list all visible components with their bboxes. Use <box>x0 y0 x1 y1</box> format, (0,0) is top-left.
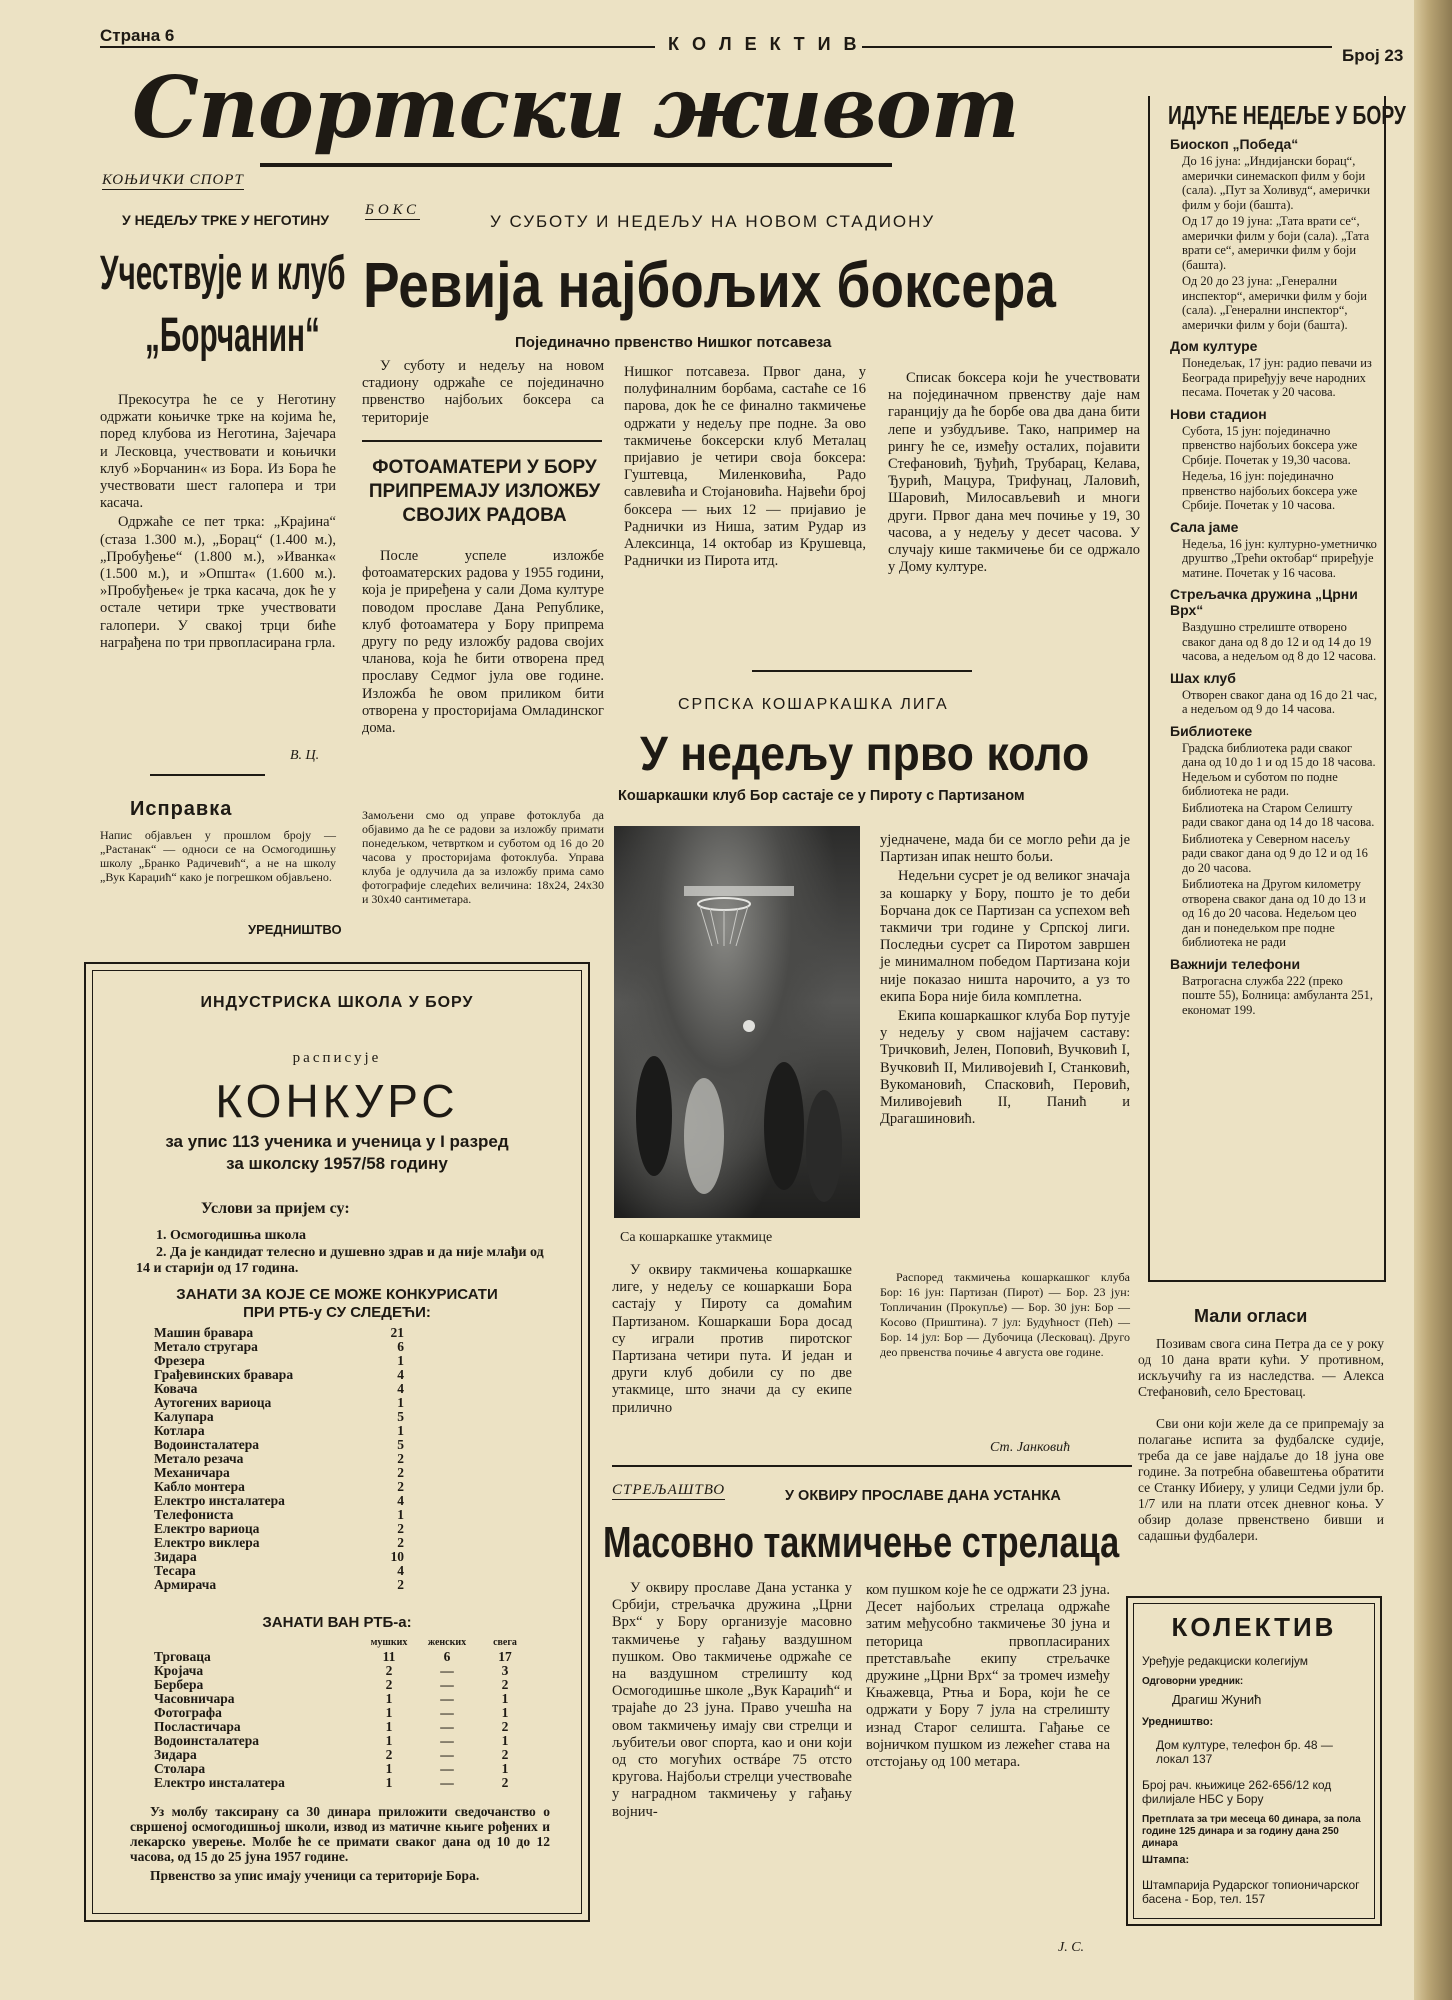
table-row: Бербера 2 — 2 <box>154 1677 509 1692</box>
outside-title: ЗАНАТИ ВАН РТБ-а: <box>262 1614 412 1631</box>
masthead-title: КОЛЕКТИВ <box>1171 1612 1337 1642</box>
sidebar-entry: Недеља, 16 јун: појединачно првенство најбољих боксера уже Србије. Почетак у 10 часова. <box>1182 469 1358 512</box>
list-item: Грађевинских бравара 4 <box>154 1367 404 1382</box>
boxing-end-rule <box>752 670 972 672</box>
masthead-print-label: Штампа: <box>1142 1854 1190 1866</box>
boxing-col2: Нишког потсавеза. Првог дана, у полуфиналним борбама, састаће се 16 парова, док ће се финално такмичење одржати у недељу пре подне. За ово такмичење боксерски клуб Металац пријавио је четири своја боксера: Гуштевца, Миленковића, Радо савлевића и Стојановића. Највећи број боксера — њих 12 — пријавио је Раднички из Ниша, затим Рудар из Алексинца, 14 октобар из Крушевца, Раднички из Пирота итд. <box>624 364 866 570</box>
list-item: Електро вариоца 2 <box>154 1521 404 1536</box>
basketball-subhead: Кошаркашки клуб Бор састаје се у Пироту с Партизаном <box>618 788 1025 804</box>
shooting-col2: ком пушком које ће се одржати 23 јуна. Десет најбољих стрелаца одржаће затим међусобно такмичење 30 јуна и петорица првопласираних претстављаће екипу стрељачке дружине „Црни Врх“ за тромеч између Књажевца, Ртња и Бора, који ће се одржати у Бору 7 јула на стрелишту изнад Старог селишта. Гађање се војничком пушком из лежећег става на отстојању од 100 метара. <box>866 1582 1110 1771</box>
masthead-office-text: Дом културе, телефон бр. 48 — локал 137 <box>1156 1738 1333 1766</box>
classifieds-ad-1: Позивам свога сина Петра да се у року од 10 дана врати кући. У противном, искључићу га из наследства. — Алекса Стефановић, село Брестовац. <box>1138 1336 1384 1399</box>
sidebar-section <box>1170 519 1378 581</box>
masthead-edited-by: Уређује редакциски колегијум <box>1142 1654 1308 1668</box>
school-ad-box <box>84 962 590 1922</box>
basketball-schedule: Распоред такмичења кошаркашког клуба Бор: 16 јун: Партизан (Пирот) — Бор. 23 јун: Топличанин (Прокупље) — Бор. 30 јун: Бор — Косово (Приштина). 7 јул: Будућност (Пећ) — Бор. 14 јул: Бор — Дубочица (Лесковац). Друго део првенства почиње 4 августа ове године. <box>880 1270 1130 1359</box>
sidebar-section-title: Стрељачка дружина „Црни Врх“ <box>1170 586 1358 618</box>
sidebar-entry: До 16 јуна: „Индијански борац“, амерички синемаскоп филм у боји (сала). „Пут за Холивуд“, амерички филм у боји (башта). <box>1182 154 1371 212</box>
table-row: Кројача 2 — 3 <box>154 1663 509 1678</box>
rtb-title-1: ЗАНАТИ ЗА КОЈЕ СЕ МОЖЕ КОНКУРИСАТИ <box>176 1286 498 1303</box>
horse-headline-1: Учествује и клуб <box>100 247 346 300</box>
table-row: Водоинсталатера 1 — 1 <box>154 1733 509 1748</box>
correction-title: Исправка <box>130 798 233 820</box>
sidebar-section-title: Дом културе <box>1170 338 1258 354</box>
masthead-office-label: Уредништво: <box>1142 1716 1214 1728</box>
masthead-print-text: Штампарија Рударског топионичарског басена - Бор, тел. 157 <box>1142 1878 1360 1906</box>
basketball-paragraph: уједначене, мада би се могло рећи да је Партизан ипак нешто бољи. <box>880 832 1130 866</box>
basketball-hoop-icon <box>614 826 860 1218</box>
page-number: Страна 6 <box>100 26 175 45</box>
list-item: Армирача 2 <box>154 1577 404 1592</box>
rtb-title-2: ПРИ РТБ-у СУ СЛЕДЕЋИ: <box>243 1304 431 1321</box>
horse-headline-2: „Борчанин“ <box>145 309 320 362</box>
boxing-kicker: БОКС <box>365 202 420 218</box>
masthead-responsible-label: Одговорни уредник: <box>1142 1676 1244 1687</box>
horse-text <box>100 392 336 654</box>
sidebar-section <box>1170 338 1378 400</box>
list-item: Метало стругара 6 <box>154 1339 404 1354</box>
table-row: Столара 1 — 1 <box>154 1761 509 1776</box>
sidebar-entry: Библиотека на Старом Селишту ради сваког дана од 14 до 18 часова. <box>1182 800 1375 829</box>
table-row: Посластичара 1 — 2 <box>154 1719 509 1734</box>
sidebar-section-title: Биоскоп „Победа“ <box>1170 136 1299 152</box>
table-row: Електро инсталатера 1 — 2 <box>154 1775 509 1790</box>
conditions-title: Услови за пријем су: <box>201 1200 350 1217</box>
basketball-photo <box>614 826 860 1218</box>
list-item: Котлара 1 <box>154 1423 404 1438</box>
masthead-account: Број рач. књижице 262-656/12 код филијале НБС у Бору <box>1142 1778 1332 1806</box>
paper-name: К О Л Е К Т И В <box>660 34 869 55</box>
masthead-subscription: Претплата за три месеца 60 динара, за пола године 125 динара и за годину дана 250 динара <box>1142 1814 1361 1849</box>
sidebar-section-title: Нови стадион <box>1170 405 1267 422</box>
sidebar-section <box>1170 136 1378 332</box>
basketball-left-text: У оквиру такмичења кошаркашке лиге, у недељу се кошаркаши Бора састају у Пироту са домаћим Партизаном. Кошаркаши Бора досад су играли против пиротског Партизана четири пута. И један и други клуб добили су по две утакмице, што значи да су екипе прилично <box>612 1262 852 1416</box>
school-footer-1: Уз молбу таксирану са 30 динара приложити сведочанство о свршеној осмогодишњој школи, извод из матичне књиге рођених и лекарско уверење. Молбе ће се примати сваког дана од 10 до 12 часова, од 15 до 25 јуна 1957 године. <box>130 1804 550 1864</box>
list-item: Зидара 10 <box>154 1549 404 1564</box>
sidebar-entry: Ваздушно стрелиште отворено сваког дана од 8 до 12 и од 14 до 19 часова, а недељом од 8 до 12 часова. <box>1182 620 1377 663</box>
masthead-responsible-name: Драгиш Жунић <box>1172 1692 1262 1707</box>
title-underline <box>260 163 892 167</box>
boxing-headline: Ревија најбољих боксера <box>363 249 1056 321</box>
horse-subhead: У НЕДЕЉУ ТРКЕ У НЕГОТИНУ <box>122 212 330 228</box>
sidebar-section-title: Важнији телефони <box>1170 955 1301 972</box>
list-item: Електро инсталатера 4 <box>154 1493 404 1508</box>
header-rule-right <box>862 46 1332 48</box>
correction-signature: УРЕДНИШТВО <box>248 922 342 937</box>
list-item: Водоинсталатера 5 <box>154 1437 404 1452</box>
basketball-signature: Ст. Јанковић <box>990 1440 1071 1455</box>
sidebar-entry: Субота, 15 јун: појединачно првенство најбољих боксера уже Србије. Почетак у 19,30 часова. <box>1182 423 1358 467</box>
photo-club-note: Замољени смо од управе фотоклуба да објавимо да ће се радови за изложбу примати понедељком, четвртком и суботом од 16 до 20 часова у просторијама фотоклуба. Управа клуба је одлучила да за изложбу прима само фотографије следећих величина: 18х24, 24х30 и 30х40 сантиметара. <box>362 808 604 906</box>
sidebar-entry: Библиотека у Северном насељу ради сваког дана од 9 до 12 и од 16 до 20 часова. <box>1182 831 1368 875</box>
horse-paragraph: Прекосутра ће се у Неготину одржати коњичке трке на којима ће, поред клубова из Неготина, Зајечара и Лесковца, учествовати и коњички клуб »Борчанин« из Бора. Из Бора ће учествовати шест галопера и три касача. <box>100 392 336 512</box>
sidebar-section <box>1170 956 1378 1018</box>
horse-paragraph: Одржаће се пет трка: „Крајина“ (стаза 1.300 м.), „Борац“ (1.400 м.), „Пробуђење“ (1.800 м.), »Иванка« (1.500 м.), и »Општа« (1.600 м.). »Пробуђење« је трка касача, док ће у остале четири трке учествовати галопери. У свакој трци биће награђена по три првопласирана грла. <box>100 514 336 651</box>
boxing-subhead: Појединачно првенство Нишког потсавеза <box>515 334 832 351</box>
sidebar-section <box>1170 723 1378 950</box>
sidebar-section <box>1170 670 1378 717</box>
masthead-box <box>1126 1596 1382 1926</box>
list-item: Ковача 4 <box>154 1381 404 1396</box>
sidebar-section-title: Библиотеке <box>1170 722 1253 739</box>
next-week-content <box>1170 134 1378 1023</box>
list-item: Машин бравара 21 <box>154 1325 404 1340</box>
photo-club-headline: ФОТОАМАТЕРИ У БОРУ ПРИПРЕМАЈУ ИЗЛОЖБУ СВОЈИХ РАДОВА <box>368 457 601 526</box>
sidebar-entry: Од 20 до 23 јуна: „Генерални инспектор“, амерички филм у боји (сала). „Генерални инспектор“, амерички филм у боји (башта). <box>1182 274 1367 332</box>
shooting-signature: Ј. С. <box>1058 1940 1085 1955</box>
outside-table <box>154 1636 534 1790</box>
shooting-col1: У оквиру прославе Дана устанка у Србији, стрељачка дружина „Црни Врх“ у Бору организује масовно такмичење у гађању ваздушном пушком. Ово такмичење одржаће се на ваздушном стрелишту код Осмогодишње школе „Вук Караџић“ и трајаће до 23 јуна. Право учешћа на овом такмичењу имају сви стрелци и љубитељи овог спорта, као и они који од сто могућих оствáре 75 отсто кругова. Најбољи стрелци учествоваће у наградном такмичењу у гађању војнич- <box>612 1580 852 1820</box>
boxing-col3: Списак боксера који ће учествовати на појединачном првенству даје нам гаранцију да ће борбе ова два дана бити лепе и узбудљиве. Тако, например на рингу ће се, између осталих, појавити Стефановић, Ђуђић, Трубарац, Келава, Ђурић, Мацура, Трифунац, Лаловић, Шаровић, Милосављевић и многи други. Првог дана меч почиње у 19, 30 часова, а у недељу у десет часова. У случају кише такмичење би се одржало у Дому културе. <box>888 370 1140 576</box>
list-item: Метало резача 2 <box>154 1451 404 1466</box>
issue-number: Број 23 <box>1342 46 1404 65</box>
table-row: Зидара 2 — 2 <box>154 1747 509 1762</box>
list-item: Електро виклера 2 <box>154 1535 404 1550</box>
boxing-rule <box>362 440 602 442</box>
sidebar-entry: Градска библиотека ради сваког дана од 10 до 1 и од 15 до 18 часова. Недељом и суботом по подне библиотека не ради. <box>1182 740 1376 798</box>
basketball-right-text <box>880 832 1130 1130</box>
sidebar-entry: Отворен сваког дана од 16 до 21 час, а недељом од 9 до 14 часова. <box>1182 687 1378 716</box>
school-title: КОНКУРС <box>215 1075 459 1127</box>
school-name: ИНДУСТРИСКА ШКОЛА У БОРУ <box>200 994 474 1011</box>
horse-kicker: КОЊИЧКИ СПОРТ <box>102 172 244 188</box>
list-item: Тесара 4 <box>154 1563 404 1578</box>
list-item: Телефониста 1 <box>154 1507 404 1522</box>
list-item: Кабло монтера 2 <box>154 1479 404 1494</box>
sidebar-entry: Од 17 до 19 јуна: „Тата врати се“, амерички филм у боји (сала). „Тата врати се“, амерички филм у боји (башта). <box>1182 214 1370 272</box>
classifieds-title: Мали огласи <box>1194 1306 1308 1326</box>
list-item: Аутогених вариоца 1 <box>154 1395 404 1410</box>
table-row: Фотографа 1 — 1 <box>154 1705 509 1720</box>
sidebar-section-title: Шах клуб <box>1170 669 1236 686</box>
boxing-overline: У СУБОТУ И НЕДЕЉУ НА НОВОМ СТАДИОНУ <box>490 212 936 231</box>
horse-rule <box>150 774 265 776</box>
sidebar-entry: Ватрогасна служба 222 (преко поште 55), Болница: амбуланта 251, економат 199. <box>1182 973 1374 1017</box>
school-footer-2: Првенство за упис имају ученици са територије Бора. <box>150 1868 480 1883</box>
list-item: Механичара 2 <box>154 1465 404 1480</box>
basketball-overline: СРПСКА КОШАРКАШКА ЛИГА <box>678 696 949 713</box>
list-item: Калупара 5 <box>154 1409 404 1424</box>
school-announces: расписује <box>292 1050 382 1066</box>
shooting-headline: Масовно такмичење стрелаца <box>603 1518 1120 1567</box>
school-subtitle-2: за школску 1957/58 годину <box>226 1154 448 1173</box>
condition-1: 1. Осмогодишња школа <box>156 1228 307 1243</box>
shooting-kicker: СТРЕЉАШТВО <box>612 1482 726 1498</box>
basketball-paragraph: Екипа кошаркашког клуба Бор путује у недељу у свом најјачем саставу: Тричковић, Јелен, Поповић, Вучковић I, Вучковић II, Миливојевић I, Станковић, Вукомановић, Спасковић, Перовић, Миливојевић II, Панић и Драгашиновић. <box>880 1008 1130 1128</box>
list-item: Фрезера 1 <box>154 1353 404 1368</box>
photo-club-text: После успеле изложбе фотоаматерских радова у 1955 години, која је приређена у сали Дома културе поводом прославе Дана Републике, клуб фотоаматера у Бору припрема другу по реду изложбу радова својих чланова, која ће бити отворена пред прославу Седмог јула ове године. Изложба ће овом приликом бити отворена у просторијама Омладинског дома. <box>362 548 604 737</box>
sidebar-section-title: Сала јаме <box>1170 518 1239 535</box>
page-edge <box>1414 0 1452 2000</box>
header-rule-left <box>100 46 655 48</box>
table-row: Трговаца 11 6 17 <box>154 1649 512 1664</box>
sidebar-section <box>1170 586 1378 664</box>
classifieds-ad-2: Сви они који желе да се припремају за полагање испита за фудбалске судије, треба да се јаве најдаље до 18 јуна ове године. За потребна обавештења обратити се Станку Ибиеру, у улици Седми јули бр. 1/7 или на плати отсек дневног коња. У обзир долазе првенствено бивши и садашњи фудбалери. <box>1138 1416 1384 1543</box>
next-week-title: ИДУЋЕ НЕДЕЉЕ У БОРУ <box>1168 100 1406 130</box>
condition-2: 2. Да је кандидат телесно и душевно здрав и да није млађи од 14 и старији од 17 година. <box>136 1245 544 1276</box>
boxing-col1: У суботу и недељу на новом стадиону одржаће се појединачно првенство најбољих боксера са територије <box>362 358 604 426</box>
rtb-trades-list <box>154 1326 404 1592</box>
basketball-paragraph: Недељни сусрет је од великог значаја за кошарку у Бору, пошто је то деби Борчана док се Партизан са успехом већ такмичи три године у Српској лиги. Последњи сусрет са Пиротом завршен је минималном победом Партизана који није показао ништа нарочито, а уз то екипа Бора није била комплетна. <box>880 868 1130 1005</box>
sidebar-section <box>1170 406 1378 513</box>
shooting-top-rule <box>612 1465 1132 1467</box>
sidebar-entry: Понедељак, 17 јун: радио певачи из Београда приређују вече народних песама. Почетак у 20 часова. <box>1182 356 1372 399</box>
sidebar-entry: Недеља, 16 јун: културно-уметничко друштво „Трећи октобар“ приређује матинe. Почетак у 16 часова. <box>1182 536 1377 580</box>
shooting-overline: У ОКВИРУ ПРОСЛАВЕ ДАНА УСТАНКА <box>785 1488 1061 1504</box>
table-row: Часовничара 1 — 1 <box>154 1691 509 1706</box>
sidebar-entry: Библиотека на Другом километру отворена сваког дана од 10 до 13 и од 16 до 20 часова. Недељом цео дан и понедељком пре подне библиотека не ради <box>1182 877 1366 949</box>
section-title: Спортски живот <box>132 58 1019 157</box>
basketball-headline: У недељу прво коло <box>640 728 1090 781</box>
photo-caption: Са кошаркашке утакмице <box>620 1230 773 1245</box>
school-subtitle-1: за упис 113 ученика и ученица у I разред <box>165 1132 509 1151</box>
table-header: мушких женских свега <box>370 1637 517 1648</box>
horse-signature: В. Ц. <box>290 748 320 763</box>
correction-text: Напис објављен у прошлом броју — „Растанак“ — односи се на Осмогодишњу школу „Бранко Радичевић“, а не на школу „Вук Караџић“ како је погрешком објављено. <box>100 828 336 884</box>
